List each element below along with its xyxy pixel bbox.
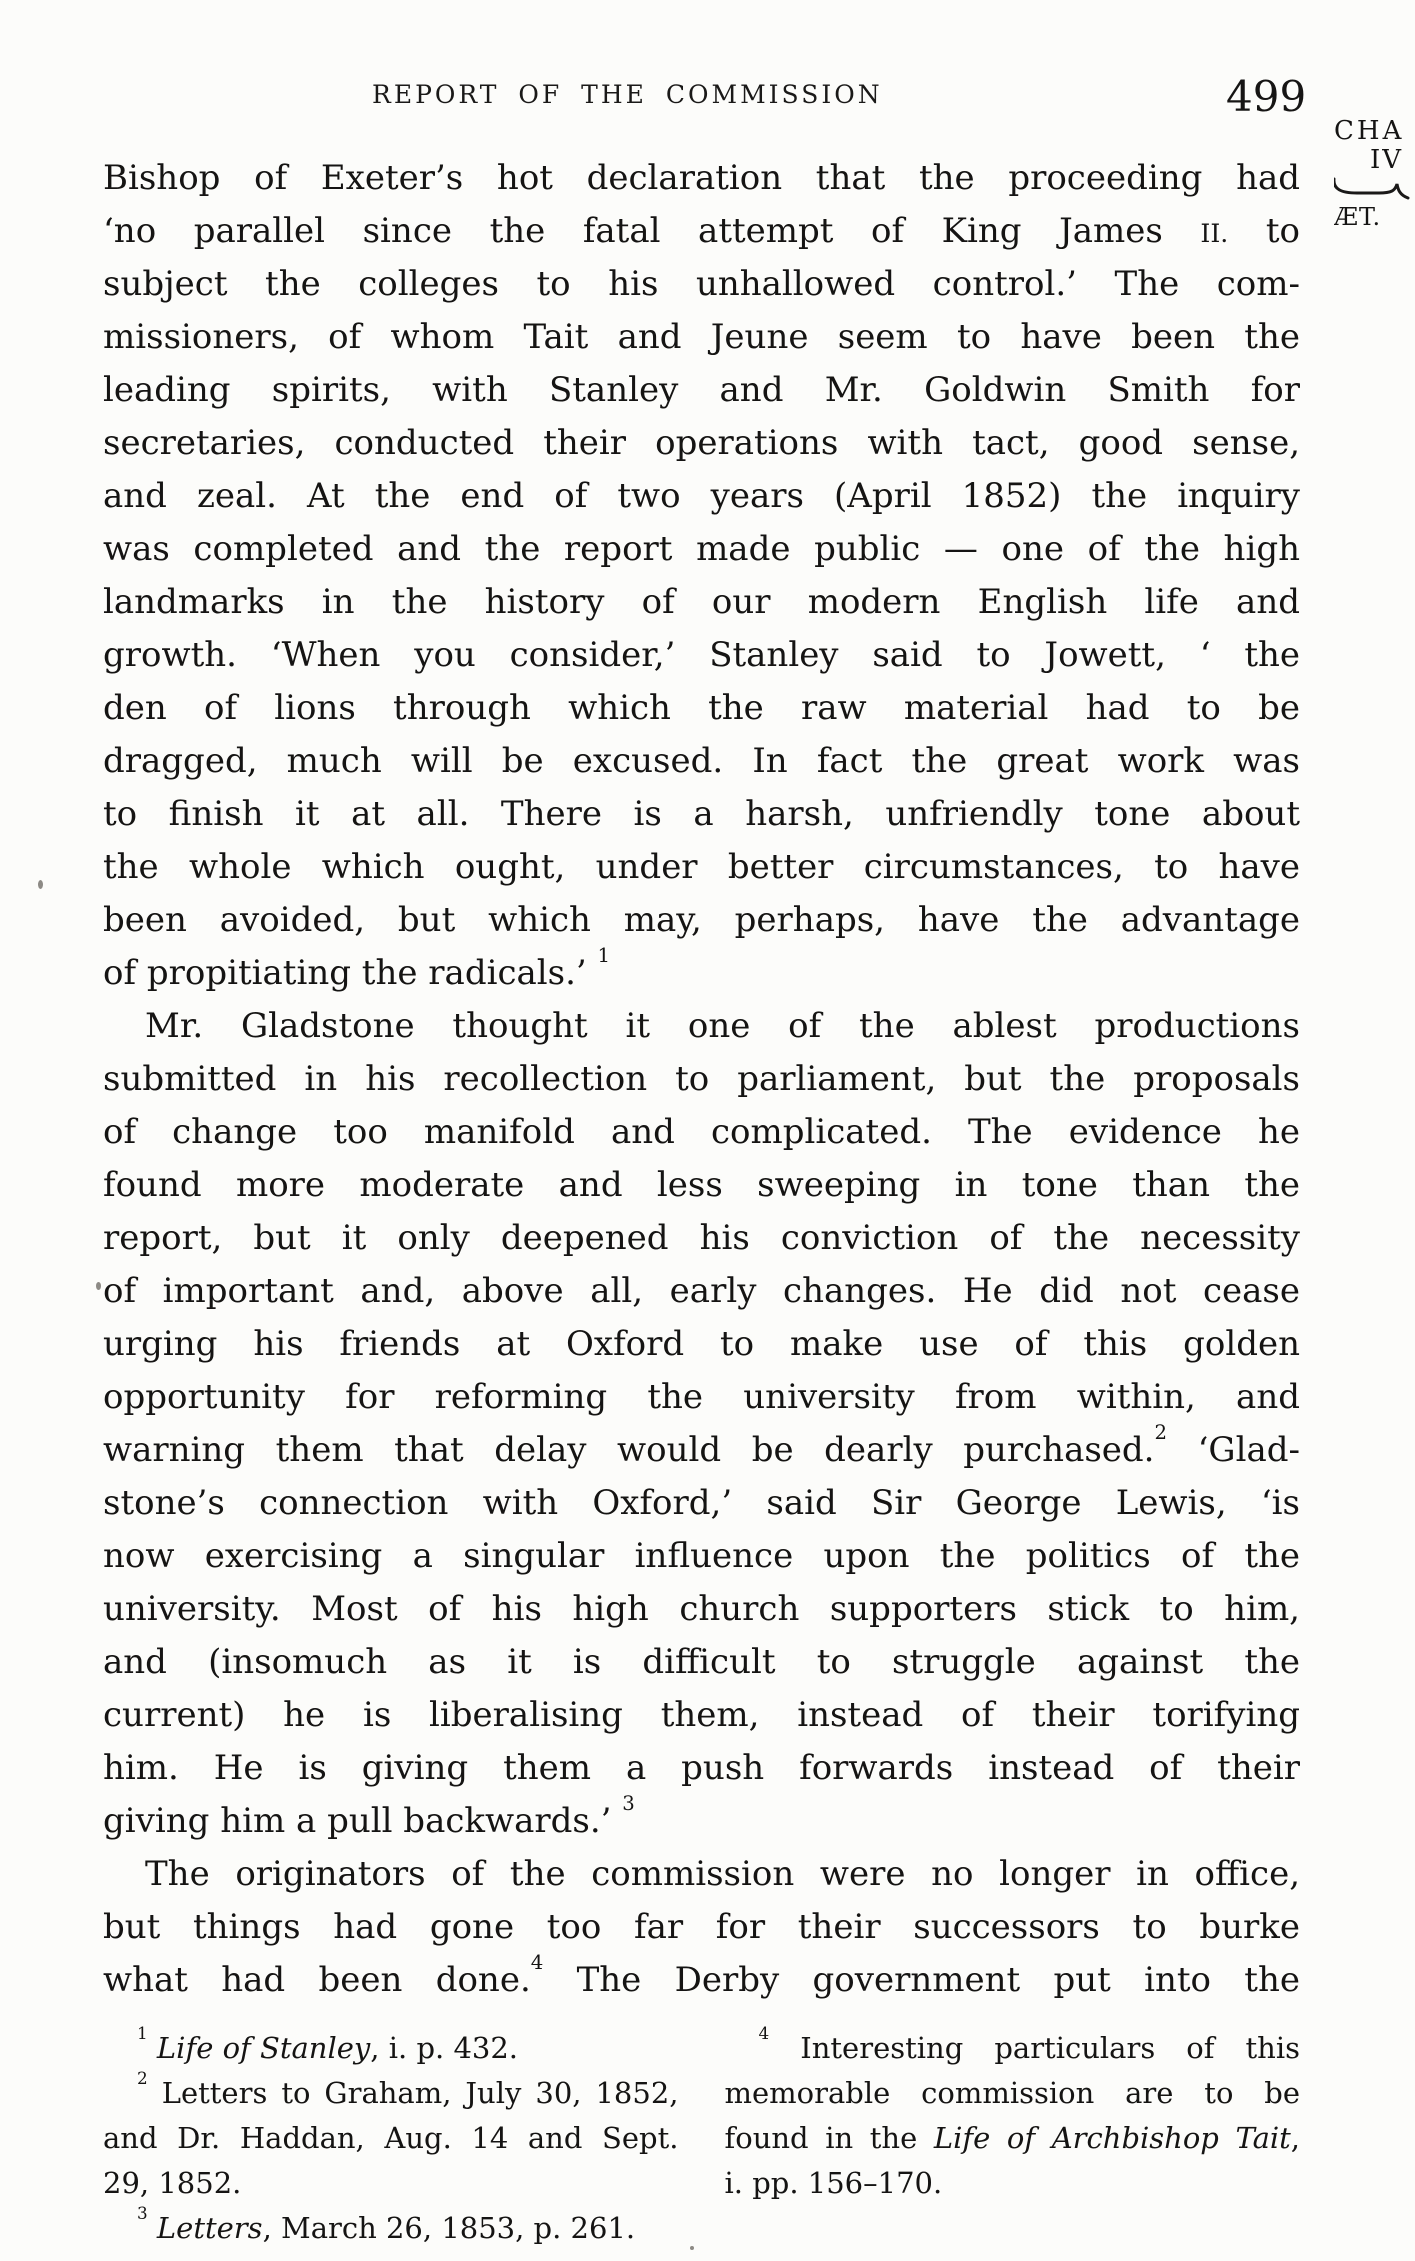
text-line [103,470,1300,523]
text-segment: university. Most of his high church supporters stick to him, [103,1589,1300,1629]
text-line [103,735,1300,788]
text-segment: now exercising a singular influence upon the politics of the [103,1536,1300,1576]
page-number: 499 [1226,72,1307,121]
footnote-line [103,2022,679,2071]
text-segment: to finish it at all. There is a harsh, unfriendly tone about [103,794,1300,834]
text-segment: him. He is giving them a push forwards instead of their [103,1748,1300,1788]
text-line [103,1848,1300,1901]
text-segment: stone’s connection with Oxford,’ said Sir George Lewis, ‘is [103,1483,1300,1523]
text-line [103,1583,1300,1636]
footnote-column-left [103,2022,679,2251]
chapter-brace-icon [1334,176,1412,202]
footnote-marker: 3 [622,1791,635,1815]
text-segment: den of lions through which the raw material had to be [103,688,1300,728]
text-line [103,1053,1300,1106]
text-line [103,1950,1300,2007]
text-line [103,1000,1300,1053]
text-segment: , March 26, 1853, p. 261. [262,2211,636,2245]
text-segment: urging his friends at Oxford to make use of this golden [103,1324,1300,1364]
text-segment: dragged, much will be excused. In fact the great work was [103,741,1300,781]
footnote-line [103,2116,679,2161]
footnote-number: 4 [758,2022,770,2043]
text-line [103,1791,1300,1848]
text-segment: , i. p. 432. [370,2031,519,2065]
text-line [103,205,1300,258]
scan-speck [38,880,43,889]
text-segment: but things had gone too far for their successors to burke [103,1907,1300,1947]
text-segment: Bishop of Exeter’s hot declaration that the proceeding had [103,158,1300,198]
margin-aetat-label: ÆT. [1334,203,1382,226]
margin-chapter-label: CHA [1334,116,1405,146]
footnote-column-right [724,2022,1301,2251]
text-segment: 29, 1852. [103,2166,242,2200]
text-segment: to [1228,211,1300,251]
text-line [103,1742,1300,1795]
text-line [103,417,1300,470]
footnote-number: 1 [137,2022,148,2043]
text-segment: i. pp. 156–170. [724,2166,943,2200]
text-segment: subject the colleges to his unhallowed control.’ The com- [103,264,1300,304]
text-segment: warning them that delay would be dearly purchased. [103,1430,1155,1470]
text-line [103,1636,1300,1689]
text-segment: Letters to Graham, July 30, 1852, [161,2076,679,2110]
text-line [103,364,1300,417]
text-line [103,841,1300,894]
margin-note [1334,116,1415,226]
text-segment: and (insomuch as it is difficult to struggle against the [103,1642,1300,1682]
scan-speck [96,1282,101,1290]
text-segment: The Derby government put into the [543,1960,1300,2000]
text-line [103,1420,1300,1477]
text-segment: Mr. Gladstone thought it one of the ablest productions [145,1006,1300,1046]
footnote-marker: 4 [530,1950,544,1974]
footnote-line [725,2071,1301,2116]
text-line [103,682,1300,735]
text-segment: The originators of the commission were no longer in office, [145,1854,1300,1894]
text-line [103,152,1300,205]
text-segment: of important and, above all, early changes. He did not cease [103,1271,1300,1311]
text-line [103,1265,1300,1318]
text-segment: growth. ‘When you consider,’ Stanley said to Jowett, ‘ the [103,635,1300,675]
text-segment: leading spirits, with Stanley and Mr. Goldwin Smith for [103,370,1300,410]
text-line [103,943,1300,1000]
text-line [103,1530,1300,1583]
footnote-line [725,2161,1301,2206]
text-segment: was completed and the report made public — one of the high [103,529,1300,569]
text-line [103,1901,1300,1954]
text-line [103,894,1300,947]
text-segment: II. [1200,219,1229,248]
text-segment: been avoided, but which may, perhaps, have the advantage [103,900,1300,940]
text-line [103,1371,1300,1424]
footnote-marker: 1 [597,943,611,967]
text-segment: submitted in his recollection to parliament, but the proposals [103,1059,1300,1099]
text-line [103,523,1300,576]
text-segment: ‘no parallel since the fatal attempt of King James [103,211,1201,251]
text-segment: current) he is liberalising them, instead of their torifying [103,1695,1300,1735]
text-segment: Life of Archbishop Tait [933,2121,1291,2155]
text-line [103,576,1300,629]
text-segment: ‘Glad- [1167,1430,1300,1470]
text-line [103,1106,1300,1159]
text-segment: the whole which ought, under better circumstances, to have [103,847,1300,887]
text-line [103,1318,1300,1371]
text-segment: Interesting particulars of this [800,2031,1300,2065]
text-segment: , [1290,2121,1301,2155]
text-line [103,311,1300,364]
footnote-marker: 2 [1154,1420,1168,1444]
text-line [103,1159,1300,1212]
text-line [103,1689,1300,1742]
text-line [103,1212,1300,1265]
margin-chapter-number: IV [1370,145,1404,175]
footnote-line [103,2161,679,2206]
text-segment: secretaries, conducted their operations with tact, good sense, [103,423,1300,463]
text-segment: opportunity for reforming the university from within, and [103,1377,1300,1417]
text-segment: and zeal. At the end of two years (April 1852) the inquiry [103,476,1300,516]
text-segment: found more moderate and less sweeping in tone than the [103,1165,1300,1205]
text-line [103,1477,1300,1530]
text-line [103,629,1300,682]
footnote-number: 2 [137,2067,148,2088]
text-segment: what had been done. [103,1960,531,2000]
text-segment: missioners, of whom Tait and Jeune seem to have been the [103,317,1300,357]
text-segment: giving him a pull backwards.’ [103,1801,623,1841]
text-line [103,788,1300,841]
text-segment: memorable commission are to be [724,2076,1300,2110]
footnote-number: 3 [137,2202,148,2223]
text-segment: report, but it only deepened his conviction of the necessity [103,1218,1300,1258]
running-header: REPORT OF THE COMMISSION [372,80,883,109]
footnote-line [103,2067,679,2116]
body-text [103,152,1300,2007]
footnotes [103,2022,1301,2251]
text-segment: and Dr. Haddan, Aug. 14 and Sept. [103,2121,679,2155]
text-segment: Life of Stanley [156,2031,371,2065]
text-segment: of change too manifold and complicated. The evidence he [103,1112,1300,1152]
footnote-line [103,2202,679,2251]
text-line [103,258,1300,311]
text-segment: landmarks in the history of our modern English life and [103,582,1300,622]
text-segment: found in the [724,2121,934,2155]
text-segment: of propitiating the radicals.’ [103,953,598,993]
footnote-line [725,2116,1301,2161]
scan-speck [690,2246,694,2250]
text-segment: Letters [156,2211,263,2245]
footnote-line [725,2022,1301,2071]
